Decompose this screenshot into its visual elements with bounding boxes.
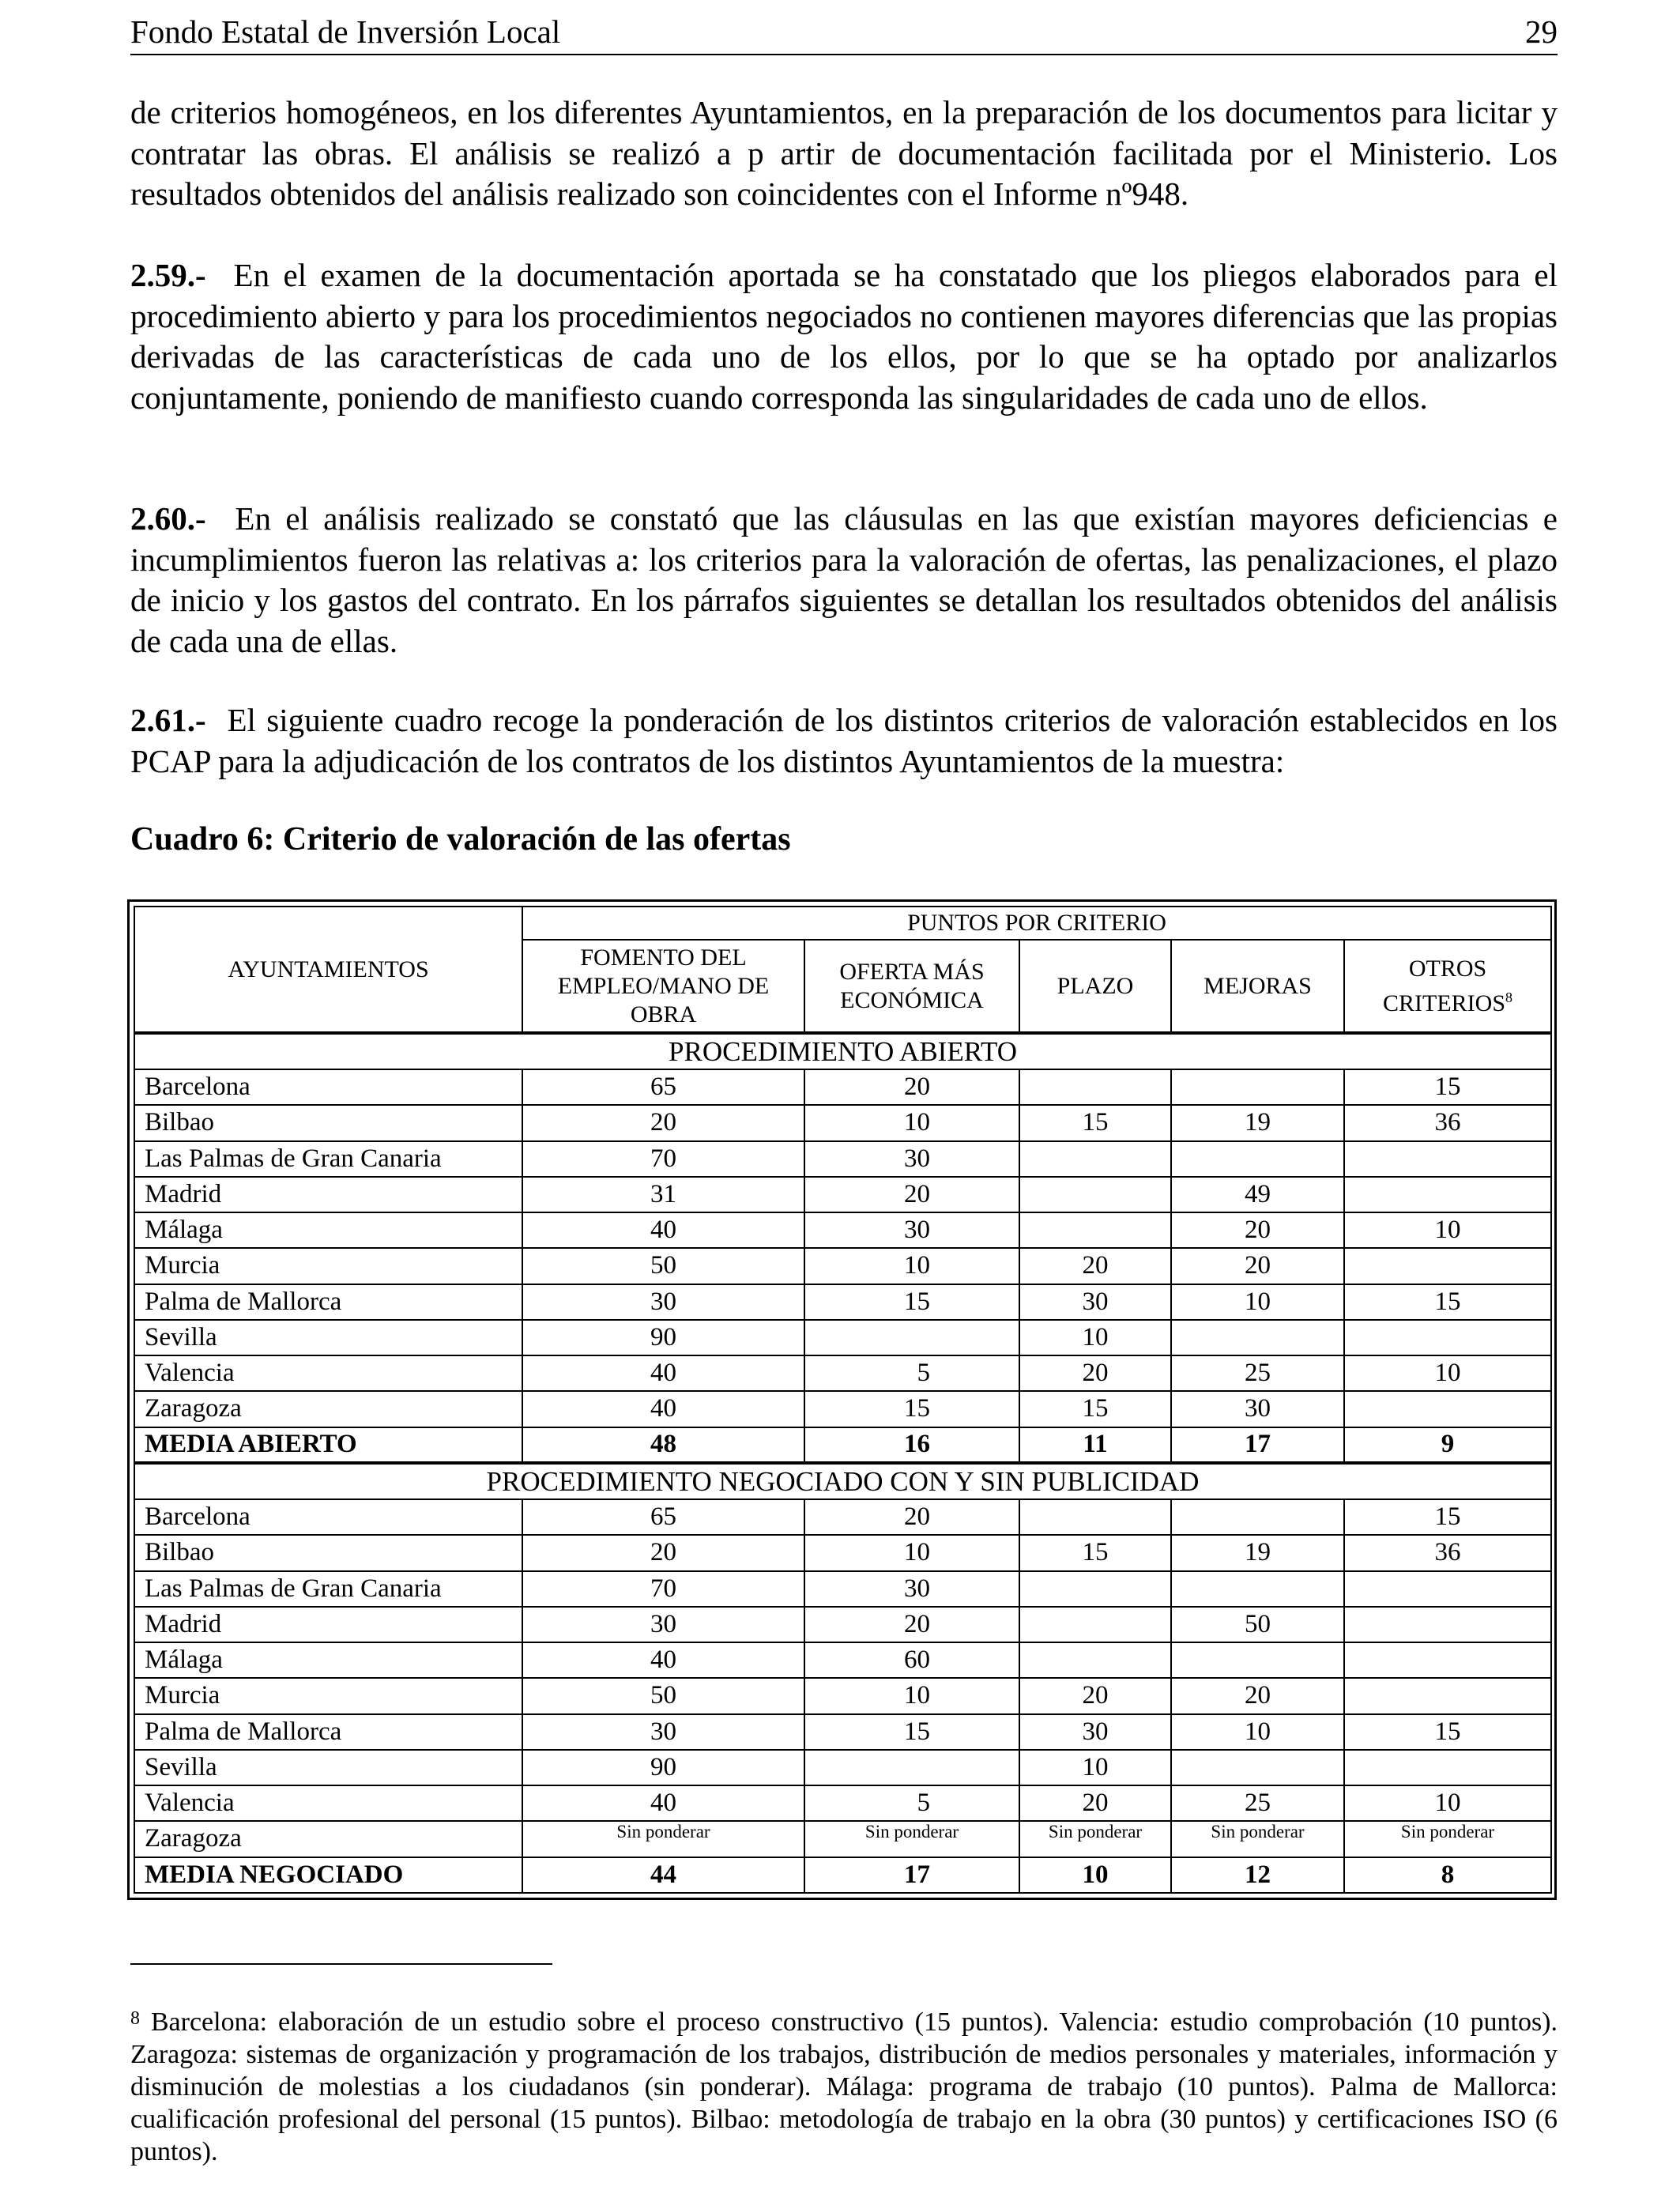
ayuntamiento-name: Barcelona <box>134 1499 522 1535</box>
header-plazo: PLAZO <box>1019 940 1171 1033</box>
table-row <box>134 1391 1551 1427</box>
cell-oferta: 20 <box>804 1499 1019 1535</box>
ayuntamiento-name: Málaga <box>134 1642 522 1678</box>
cell-mejoras <box>1171 1320 1344 1355</box>
cell-otros <box>1344 1571 1551 1607</box>
cell-mejoras: 12 <box>1171 1857 1344 1893</box>
cell-plazo: 30 <box>1019 1714 1171 1750</box>
cell-oferta: 15 <box>804 1391 1019 1427</box>
ayuntamiento-name: MEDIA NEGOCIADO <box>134 1857 522 1893</box>
cell-plazo: 10 <box>1019 1857 1171 1893</box>
cell-otros: 15 <box>1344 1714 1551 1750</box>
cell-plazo: 10 <box>1019 1320 1171 1355</box>
header-fomento: FOMENTO DEL EMPLEO/MANO DE OBRA <box>522 940 804 1033</box>
cell-fomento: 90 <box>522 1320 804 1355</box>
ayuntamiento-name: Madrid <box>134 1607 522 1642</box>
cell-oferta: 15 <box>804 1714 1019 1750</box>
ayuntamiento-name: Palma de Mallorca <box>134 1284 522 1320</box>
cell-otros: 36 <box>1344 1105 1551 1140</box>
table-row <box>134 1571 1551 1607</box>
cell-otros <box>1344 1607 1551 1642</box>
cell-otros: 10 <box>1344 1785 1551 1821</box>
cell-mejoras: 25 <box>1171 1785 1344 1821</box>
cell-mejoras: 49 <box>1171 1177 1344 1212</box>
header-group-puntos: PUNTOS POR CRITERIO <box>522 907 1551 940</box>
cell-fomento: 30 <box>522 1714 804 1750</box>
table-row <box>134 1355 1551 1391</box>
cell-otros <box>1344 1750 1551 1785</box>
criteria-table-frame <box>127 899 1557 1900</box>
cell-mejoras: 50 <box>1171 1607 1344 1642</box>
ayuntamiento-name: Sevilla <box>134 1750 522 1785</box>
cell-oferta: 5 <box>804 1785 1019 1821</box>
paragraph-text: En el análisis realizado se constató que las cláusulas en las que existían mayores deficiencias e incumplimientos fueron las relativas a: los criterios para la valoración de ofertas, las penalizaciones, el plazo de inicio y los gastos del contrato. En los párrafos siguientes se detallan los resultados obtenidos del análisis de cada una de ellas. <box>130 500 1558 659</box>
cell-plazo: 20 <box>1019 1248 1171 1284</box>
cell-oferta: 10 <box>804 1105 1019 1140</box>
cell-mejoras: 17 <box>1171 1427 1344 1463</box>
cell-otros: 9 <box>1344 1427 1551 1463</box>
cell-oferta: 15 <box>804 1284 1019 1320</box>
cell-plazo: 15 <box>1019 1391 1171 1427</box>
cell-fomento: 70 <box>522 1571 804 1607</box>
cell-mejoras: Sin ponderar <box>1171 1821 1344 1857</box>
cell-oferta: 20 <box>804 1069 1019 1105</box>
footnote-marker: 8 <box>130 2008 140 2029</box>
table-row <box>134 1069 1551 1105</box>
cell-fomento: 40 <box>522 1642 804 1678</box>
cell-plazo: 11 <box>1019 1427 1171 1463</box>
cell-mejoras: 30 <box>1171 1391 1344 1427</box>
ayuntamiento-name: Valencia <box>134 1355 522 1391</box>
ayuntamiento-name: Málaga <box>134 1212 522 1248</box>
cell-fomento: 40 <box>522 1391 804 1427</box>
header-otros-label: OTROS CRITERIOS <box>1383 955 1506 1016</box>
cell-mejoras <box>1171 1499 1344 1535</box>
table-row <box>134 1105 1551 1140</box>
ayuntamiento-name: Las Palmas de Gran Canaria <box>134 1571 522 1607</box>
table-row <box>134 1248 1551 1284</box>
paragraph-number: 2.60.- <box>130 500 206 537</box>
cell-oferta: 20 <box>804 1177 1019 1212</box>
cell-oferta: 20 <box>804 1607 1019 1642</box>
cell-fomento: 70 <box>522 1141 804 1177</box>
cell-fomento: 90 <box>522 1750 804 1785</box>
cell-plazo <box>1019 1177 1171 1212</box>
cell-otros <box>1344 1320 1551 1355</box>
cell-oferta: Sin ponderar <box>804 1821 1019 1857</box>
cell-fomento: 40 <box>522 1212 804 1248</box>
cell-oferta <box>804 1320 1019 1355</box>
cell-fomento: 40 <box>522 1785 804 1821</box>
table-row <box>134 1714 1551 1750</box>
table-row <box>134 1535 1551 1570</box>
header-oferta: OFERTA MÁS ECONÓMICA <box>804 940 1019 1033</box>
ayuntamiento-name: MEDIA ABIERTO <box>134 1427 522 1463</box>
cell-oferta: 30 <box>804 1571 1019 1607</box>
table-row <box>134 1785 1551 1821</box>
cell-mejoras: 20 <box>1171 1212 1344 1248</box>
ayuntamiento-name: Las Palmas de Gran Canaria <box>134 1141 522 1177</box>
paragraph-number: 2.59.- <box>130 257 206 293</box>
footnote-8 <box>130 2006 1558 2168</box>
cell-oferta: 60 <box>804 1642 1019 1678</box>
table-row <box>134 1678 1551 1713</box>
cell-mejoras: 10 <box>1171 1284 1344 1320</box>
cell-oferta: 10 <box>804 1248 1019 1284</box>
header-ayuntamientos: AYUNTAMIENTOS <box>134 907 522 1033</box>
section-abierto-body <box>134 1033 1551 1463</box>
cell-fomento: Sin ponderar <box>522 1821 804 1857</box>
cell-otros: 36 <box>1344 1535 1551 1570</box>
table-row <box>134 1607 1551 1642</box>
table-row <box>134 1750 1551 1785</box>
cell-mejoras: 25 <box>1171 1355 1344 1391</box>
paragraph-text: El siguiente cuadro recoge la ponderación de los distintos criterios de valoración establecidos en los PCAP para la adjudicación de los contratos de los distintos Ayuntamientos de la muestra: <box>130 702 1558 779</box>
paragraph-2-60 <box>130 499 1558 662</box>
cell-otros: Sin ponderar <box>1344 1821 1551 1857</box>
cell-fomento: 30 <box>522 1284 804 1320</box>
table-row <box>134 1320 1551 1355</box>
paragraph-continuation <box>130 92 1558 215</box>
ayuntamiento-name: Bilbao <box>134 1535 522 1570</box>
ayuntamiento-name: Murcia <box>134 1678 522 1713</box>
cell-mejoras: 10 <box>1171 1714 1344 1750</box>
table-row <box>134 1141 1551 1177</box>
cell-plazo <box>1019 1642 1171 1678</box>
cell-fomento: 65 <box>522 1499 804 1535</box>
table-row <box>134 1642 1551 1678</box>
ayuntamiento-name: Zaragoza <box>134 1391 522 1427</box>
cell-mejoras <box>1171 1750 1344 1785</box>
section-negociado-body <box>134 1463 1551 1893</box>
ayuntamiento-name: Zaragoza <box>134 1821 522 1857</box>
cell-mejoras <box>1171 1069 1344 1105</box>
cell-fomento: 50 <box>522 1248 804 1284</box>
footnote-ref: 8 <box>1505 989 1513 1005</box>
cell-mejoras <box>1171 1571 1344 1607</box>
header-title: Fondo Estatal de Inversión Local <box>130 13 561 50</box>
cell-mejoras <box>1171 1642 1344 1678</box>
cell-plazo: 20 <box>1019 1785 1171 1821</box>
paragraph-2-61 <box>130 700 1558 782</box>
paragraph-2-59 <box>130 255 1558 418</box>
section-header-abierto: PROCEDIMIENTO ABIERTO <box>134 1033 1551 1069</box>
footnote-separator <box>130 1963 552 1965</box>
table-row <box>134 1212 1551 1248</box>
cell-mejoras: 20 <box>1171 1248 1344 1284</box>
cell-fomento: 30 <box>522 1607 804 1642</box>
page-number: 29 <box>1525 13 1558 50</box>
cell-plazo: 15 <box>1019 1535 1171 1570</box>
cell-oferta: 10 <box>804 1535 1019 1570</box>
criteria-table <box>134 906 1552 1894</box>
cell-otros: 15 <box>1344 1284 1551 1320</box>
cell-plazo <box>1019 1607 1171 1642</box>
cell-fomento: 50 <box>522 1678 804 1713</box>
cell-mejoras: 20 <box>1171 1678 1344 1713</box>
cell-otros: 15 <box>1344 1499 1551 1535</box>
media-negociado-row <box>134 1857 1551 1893</box>
cell-otros <box>1344 1642 1551 1678</box>
header-mejoras: MEJORAS <box>1171 940 1344 1033</box>
section-header-negociado: PROCEDIMIENTO NEGOCIADO CON Y SIN PUBLICIDAD <box>134 1463 1551 1499</box>
cell-otros: 8 <box>1344 1857 1551 1893</box>
table-row <box>134 1177 1551 1212</box>
cell-mejoras: 19 <box>1171 1535 1344 1570</box>
cell-fomento: 65 <box>522 1069 804 1105</box>
cell-fomento: 48 <box>522 1427 804 1463</box>
ayuntamiento-name: Madrid <box>134 1177 522 1212</box>
cell-plazo: 20 <box>1019 1355 1171 1391</box>
cell-plazo: Sin ponderar <box>1019 1821 1171 1857</box>
footnote-text: Barcelona: elaboración de un estudio sobre el proceso constructivo (15 puntos). Valencia: estudio comprobación (10 puntos). Zaragoza: sistemas de organización y programación de los trabajos, distribución de medios personales y materiales, información y disminución de molestias a los ciudadanos (sin ponderar). Málaga: programa de trabajo (10 puntos). Palma de Mallorca: cualificación profesional del personal (15 puntos). Bilbao: metodología de trabajo en la obra (30 puntos) y certificaciones ISO (6 puntos). <box>130 2007 1558 2166</box>
ayuntamiento-name: Valencia <box>134 1785 522 1821</box>
cell-otros: 15 <box>1344 1069 1551 1105</box>
ayuntamiento-name: Palma de Mallorca <box>134 1714 522 1750</box>
cell-oferta: 5 <box>804 1355 1019 1391</box>
paragraph-number: 2.61.- <box>130 702 206 738</box>
cell-oferta: 30 <box>804 1141 1019 1177</box>
cell-otros <box>1344 1177 1551 1212</box>
cell-oferta: 16 <box>804 1427 1019 1463</box>
cell-plazo: 20 <box>1019 1678 1171 1713</box>
cell-otros <box>1344 1248 1551 1284</box>
header-otros <box>1344 940 1551 1033</box>
cell-plazo <box>1019 1069 1171 1105</box>
cell-plazo: 10 <box>1019 1750 1171 1785</box>
cell-otros <box>1344 1141 1551 1177</box>
cell-otros: 10 <box>1344 1212 1551 1248</box>
running-header <box>130 9 1558 55</box>
table-row <box>134 1821 1551 1857</box>
cell-fomento: 20 <box>522 1535 804 1570</box>
cell-oferta <box>804 1750 1019 1785</box>
cell-plazo: 15 <box>1019 1105 1171 1140</box>
ayuntamiento-name: Barcelona <box>134 1069 522 1105</box>
media-abierto-row <box>134 1427 1551 1463</box>
cell-oferta: 17 <box>804 1857 1019 1893</box>
cell-otros: 10 <box>1344 1355 1551 1391</box>
cell-mejoras <box>1171 1141 1344 1177</box>
table-row <box>134 1284 1551 1320</box>
ayuntamiento-name: Sevilla <box>134 1320 522 1355</box>
cell-otros <box>1344 1391 1551 1427</box>
ayuntamiento-name: Murcia <box>134 1248 522 1284</box>
cell-oferta: 10 <box>804 1678 1019 1713</box>
cell-mejoras: 19 <box>1171 1105 1344 1140</box>
paragraph-text: de criterios homogéneos, en los diferentes Ayuntamientos, en la preparación de los documentos para licitar y contratar las obras. El análisis se realizó a p artir de documentación facilitada por el Ministerio. Los resultados obtenidos del análisis realizado son coincidentes con el Informe nº948. <box>130 94 1558 212</box>
cell-plazo <box>1019 1499 1171 1535</box>
cell-fomento: 31 <box>522 1177 804 1212</box>
cell-fomento: 44 <box>522 1857 804 1893</box>
paragraph-text: En el examen de la documentación aportada se ha constatado que los pliegos elaborados para el procedimiento abierto y para los procedimientos negociados no contienen mayores diferencias que las propias derivadas de las características de cada uno de los ellos, por lo que se ha optado por analizarlos conjuntamente, poniendo de manifiesto cuando corresponda las singularidades de cada uno de ellos. <box>130 257 1558 416</box>
cell-plazo: 30 <box>1019 1284 1171 1320</box>
cell-oferta: 30 <box>804 1212 1019 1248</box>
cell-plazo <box>1019 1141 1171 1177</box>
ayuntamiento-name: Bilbao <box>134 1105 522 1140</box>
cell-fomento: 40 <box>522 1355 804 1391</box>
cell-otros <box>1344 1678 1551 1713</box>
cell-plazo <box>1019 1212 1171 1248</box>
table-caption: Cuadro 6: Criterio de valoración de las ofertas <box>130 821 791 858</box>
cell-plazo <box>1019 1571 1171 1607</box>
cell-fomento: 20 <box>522 1105 804 1140</box>
table-row <box>134 1499 1551 1535</box>
